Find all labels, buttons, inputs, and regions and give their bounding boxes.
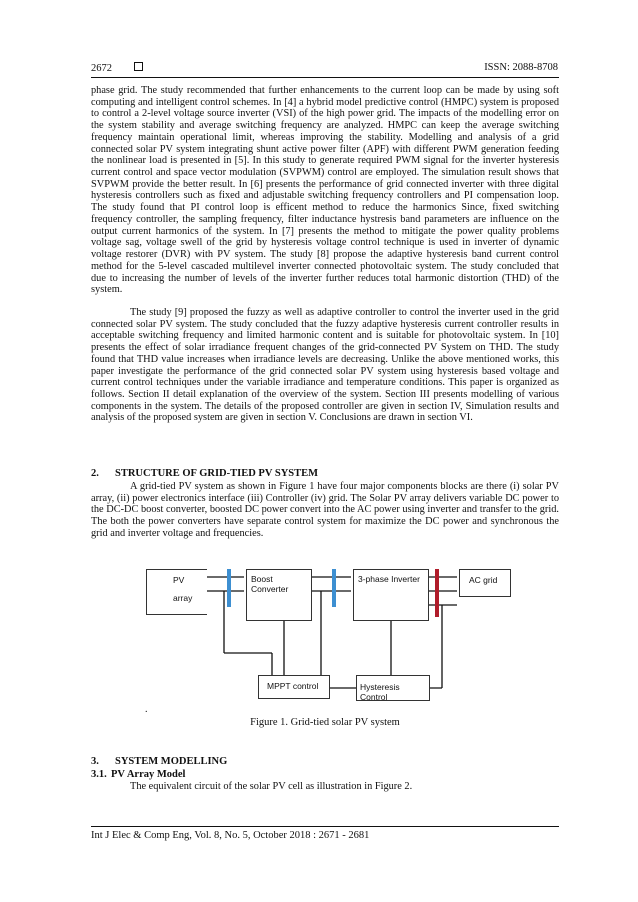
body-paragraph-2: The study [9] proposed the fuzzy as well as adaptive controller to control the inverter used in the grid connected solar PV system. The study concluded that the fuzzy adaptive hysteresis current controller results in acceptable switching frequency and limited harmonic content and is suitable for photovoltaic system. In [10] presents the effect of solar irradiance frequent changes of the grid-connected PV System on THD. The study found that THD value increases when irradiance levels are decreasing. Unlike the above mentioned works, this paper investigate the performance of the grid connected solar PV system using hysteresis based voltage and current control techniques under the variable irradiance and temperature conditions. This paper is organized as follows. Section II detail explanation of the overview of the system. Section III presents modelling of various components in the system. The details of the proposed controller are given in section IV, Simulation results and analysis of the proposed system are given in section V. Conclusions are drawn in section VI.	[91, 307, 559, 424]
figure-1-diagram	[146, 565, 510, 710]
ac-grid-block: AC grid	[459, 569, 511, 597]
footer-rule	[91, 826, 559, 827]
header-rule	[91, 77, 559, 78]
ac-bus-bar	[435, 569, 439, 617]
mppt-control-block: MPPT control	[258, 675, 330, 699]
issn: ISSN: 2088-8708	[484, 62, 558, 73]
boost-converter-block: Boost Converter	[246, 569, 312, 621]
section-3-heading: 3. SYSTEM MODELLING	[91, 756, 228, 767]
body-paragraph-4: The equivalent circuit of the solar PV cell as illustration in Figure 2.	[130, 781, 413, 792]
footer-citation: Int J Elec & Comp Eng, Vol. 8, No. 5, October 2018 : 2671 - 2681	[91, 830, 370, 841]
square-icon	[134, 62, 143, 71]
inverter-block: 3-phase Inverter	[353, 569, 429, 621]
page-number: 2672	[91, 62, 143, 74]
hysteresis-control-block: Hysteresis Control	[356, 675, 430, 701]
section-2-heading: 2. STRUCTURE OF GRID-TIED PV SYSTEM	[91, 468, 319, 479]
body-paragraph-1: phase grid. The study recommended that further enhancements to the current loop can be made by using soft computing and intelligent control schemes. In [4] a hybrid model predictive control (HMPC) system is proposed to control a 2-level voltage source inverter (VSI) of the high power grid. The impacts of the modelling error on the system stability and average switching frequency are analyzed. HMPC can keep the average switching frequency maintain operational limit, whereas improving the stability. Modelling and analysis of a grid connected solar PV system integrating shunt active power filter (APF) with different PWM generation feeding the nonlinear load is presented in [5]. In this study to generate required PWM signal for the inverter hysteresis current control and space vector modulation (SVPWM) control are employed. The simulation result shows that SVPWM provide the better result. In [6] presents the performance of grid connected inverter with three digital hysteresis controllers such as fixed and adjustable switching frequency controllers and PI compensation loop. The study found that PI control loop is efficent method to reduce the harmonics Since, fixed switching frequency controller, the sampling frequency, filter inductance hystresis band parameters are influence on the output current harmonics of the system. In [7] presents the method to mitigate the power quality problems voltage sag, voltage swell of the grid by hysteresis voltage control technique is used in inverter of dynamic voltage restorer (DVR) with PV system. The study [8] propose the adaptive hysteresis band current control method for the 5-level cascaded multilevel inverter connected photovoltaic system. The study concluded that due to increasing the number of levels of the inverter further reduces total harmonic distortion (THD) of the system.	[91, 85, 559, 296]
figure-dot: .	[145, 704, 148, 715]
dc-bus-bar-2	[332, 569, 336, 607]
body-paragraph-3: A grid-tied PV system as shown in Figure 1 have four major components blocks are there (i) solar PV array, (ii) power electronics interface (iii) Controller (iv) grid. The Solar PV array delivers variable DC power to the DC-DC boost converter, boosted DC power convert into the AC power using inverter and transfer to the grid. The both the power converters have separate control system for maximize the DC power and synchronous the grid and inverter voltage and frequencies.	[91, 481, 559, 539]
pv-array-block: PV array	[146, 569, 207, 615]
section-3-1-heading: 3.1. PV Array Model	[91, 769, 186, 780]
dc-bus-bar-1	[227, 569, 231, 607]
figure-1-caption: Figure 1. Grid-tied solar PV system	[250, 717, 400, 728]
